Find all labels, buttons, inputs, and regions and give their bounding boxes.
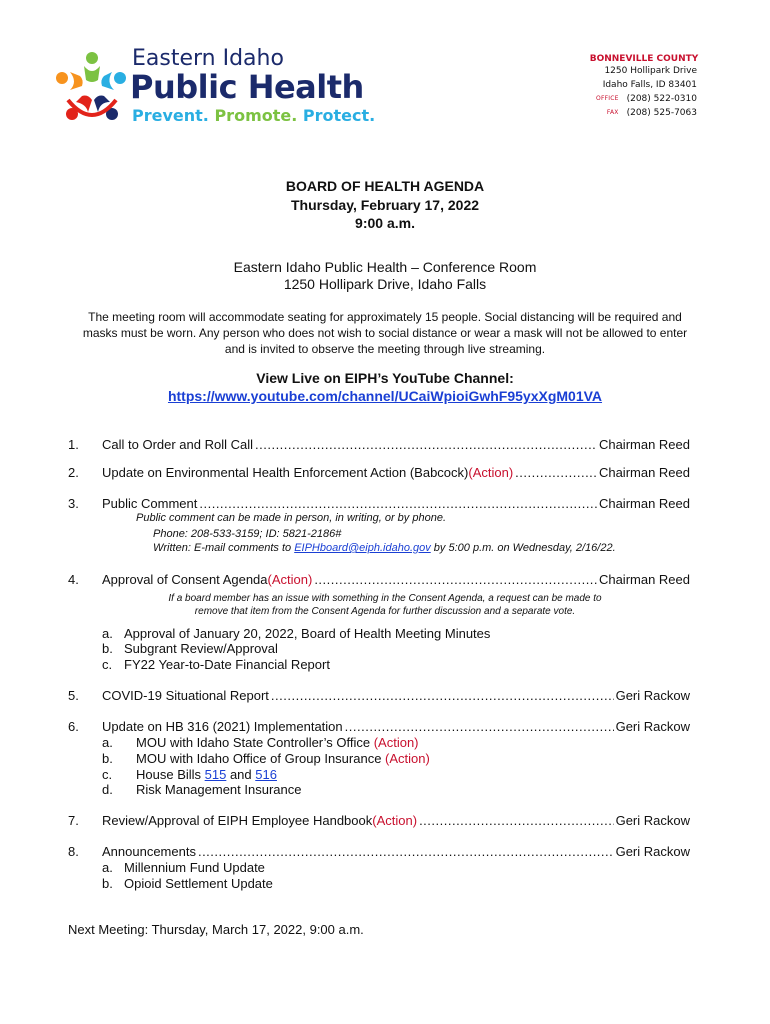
house-bill-516-link[interactable]: 516 bbox=[255, 767, 277, 782]
sub-letter: a. bbox=[102, 626, 113, 641]
sub-text: Millennium Fund Update bbox=[124, 860, 265, 875]
sub-letter: b. bbox=[102, 876, 113, 891]
item-number: 4. bbox=[68, 572, 79, 587]
agenda-item-7 bbox=[68, 813, 690, 828]
fax-label: FAX bbox=[606, 109, 619, 116]
consent-sub-a bbox=[102, 626, 490, 641]
logo-tagline bbox=[132, 106, 375, 125]
dot-leader bbox=[271, 688, 614, 703]
consent-note-line1: If a board member has an issue with something in the Consent Agenda, a request can be made to bbox=[168, 593, 602, 604]
item-number: 3. bbox=[68, 496, 79, 511]
fax-phone: (208) 525-7063 bbox=[626, 108, 697, 118]
meeting-location: Eastern Idaho Public Health – Conference Room bbox=[233, 259, 537, 275]
county-street: 1250 Hollipark Drive bbox=[604, 66, 697, 76]
item-number: 1. bbox=[68, 437, 79, 452]
action-tag: (Action) bbox=[385, 751, 430, 766]
dot-leader bbox=[198, 844, 614, 859]
office-phone: (208) 522-0310 bbox=[626, 94, 697, 104]
tagline-prevent: Prevent. bbox=[132, 106, 209, 125]
sub-text: Opioid Settlement Update bbox=[124, 876, 273, 891]
meeting-time: 9:00 a.m. bbox=[355, 215, 415, 231]
dot-leader bbox=[314, 572, 597, 587]
item-number: 8. bbox=[68, 844, 79, 859]
item-topic: Public Comment bbox=[102, 496, 198, 511]
public-comment-phone: Phone: 208-533-3159; ID: 5821-2186# bbox=[153, 528, 342, 540]
agenda-item-1 bbox=[68, 437, 690, 452]
eiph-logo bbox=[54, 46, 376, 130]
sub-text: FY22 Year-to-Date Financial Report bbox=[124, 657, 330, 672]
sub-text: Approval of January 20, 2022, Board of Health Meeting Minutes bbox=[124, 626, 491, 641]
sub-text: MOU with Idaho State Controller’s Office bbox=[136, 735, 374, 750]
sub-text-and: and bbox=[226, 767, 256, 782]
agenda-title: BOARD OF HEALTH AGENDA bbox=[285, 178, 485, 194]
announcements-sub-b bbox=[102, 876, 273, 891]
agenda-item-8 bbox=[68, 844, 690, 859]
county-contact-block bbox=[560, 54, 700, 120]
public-comment-written bbox=[153, 542, 616, 554]
item-topic: Update on HB 316 (2021) Implementation bbox=[102, 719, 343, 734]
item-presenter: Geri Rackow bbox=[615, 719, 690, 734]
action-tag: (Action) bbox=[372, 813, 418, 828]
dot-leader bbox=[345, 719, 614, 734]
public-comment-note: Public comment can be made in person, in writing, or by phone. bbox=[136, 512, 446, 524]
logo-name-line1: Eastern Idaho bbox=[132, 46, 284, 71]
board-email-link[interactable]: EIPHboard@eiph.idaho.gov bbox=[294, 542, 431, 554]
youtube-channel-link[interactable]: https://www.youtube.com/channel/UCaiWpioiGwhF95yxXgM01VA bbox=[167, 388, 603, 404]
item-topic: Update on Environmental Health Enforcement Action (Babcock) bbox=[102, 465, 469, 480]
item-presenter: Chairman Reed bbox=[598, 572, 690, 587]
item-number: 5. bbox=[68, 688, 79, 703]
dot-leader bbox=[419, 813, 614, 828]
action-tag: (Action) bbox=[267, 572, 313, 587]
item-presenter: Chairman Reed bbox=[598, 496, 690, 511]
sub-letter: c. bbox=[102, 767, 113, 782]
item-topic: Call to Order and Roll Call bbox=[102, 437, 254, 452]
written-prefix: Written: E-mail comments to bbox=[153, 542, 295, 554]
hb316-sub-b bbox=[102, 751, 430, 766]
announcements-sub-a bbox=[102, 860, 265, 875]
sub-letter: d. bbox=[102, 782, 113, 797]
dot-leader bbox=[199, 496, 597, 511]
item-number: 7. bbox=[68, 813, 79, 828]
sub-letter: a. bbox=[102, 735, 113, 750]
item-topic: COVID-19 Situational Report bbox=[102, 688, 269, 703]
item-topic: Announcements bbox=[102, 844, 196, 859]
sub-text: Subgrant Review/Approval bbox=[124, 641, 278, 656]
meeting-date: Thursday, February 17, 2022 bbox=[290, 197, 480, 213]
house-bill-515-link[interactable]: 515 bbox=[204, 767, 227, 782]
seating-notice: The meeting room will accommodate seating for approximately 15 people. Social distancing will be required and masks must be worn. Any person who does not wish to social distance or wear a mask will not be allowed to enter and is invited to observe the meeting through live streaming. bbox=[82, 310, 688, 356]
item-presenter: Chairman Reed bbox=[598, 437, 690, 452]
item-number: 6. bbox=[68, 719, 79, 734]
county-city: Idaho Falls, ID 83401 bbox=[602, 80, 697, 90]
sub-text: House Bills bbox=[136, 767, 205, 782]
hb316-sub-c bbox=[102, 767, 277, 782]
agenda-item-3 bbox=[68, 496, 690, 511]
item-topic: Approval of Consent Agenda bbox=[102, 572, 268, 587]
sub-letter: a. bbox=[102, 860, 113, 875]
consent-sub-c bbox=[102, 657, 330, 672]
county-name: BONNEVILLE COUNTY bbox=[589, 54, 699, 64]
sub-letter: b. bbox=[102, 641, 113, 656]
office-label: OFFICE bbox=[596, 95, 619, 102]
dot-leader bbox=[515, 465, 597, 480]
next-meeting: Next Meeting: Thursday, March 17, 2022, 9:00 a.m. bbox=[68, 922, 364, 937]
hb316-sub-a bbox=[102, 735, 419, 750]
agenda-item-2 bbox=[68, 465, 690, 480]
dot-leader bbox=[255, 437, 597, 452]
tagline-protect: Protect. bbox=[302, 106, 376, 125]
action-tag: (Action) bbox=[468, 465, 514, 480]
sub-text: MOU with Idaho Office of Group Insurance bbox=[136, 751, 386, 766]
item-presenter: Chairman Reed bbox=[598, 465, 690, 480]
sub-text: Risk Management Insurance bbox=[136, 782, 302, 797]
fax-phone-row bbox=[560, 106, 697, 120]
written-deadline: by 5:00 p.m. on Wednesday, 2/16/22. bbox=[430, 542, 616, 554]
agenda-item-5 bbox=[68, 688, 690, 703]
item-presenter: Geri Rackow bbox=[615, 844, 690, 859]
sub-letter: b. bbox=[102, 751, 113, 766]
live-stream-heading: View Live on EIPH’s YouTube Channel: bbox=[256, 370, 514, 386]
item-presenter: Geri Rackow bbox=[615, 813, 690, 828]
tagline-promote: Promote. bbox=[214, 106, 298, 125]
item-number: 2. bbox=[68, 465, 79, 480]
sub-letter: c. bbox=[102, 657, 113, 672]
agenda-item-6 bbox=[68, 719, 690, 734]
meeting-address: 1250 Hollipark Drive, Idaho Falls bbox=[283, 276, 487, 292]
consent-sub-b bbox=[102, 641, 278, 656]
hb316-sub-d bbox=[102, 782, 301, 797]
office-phone-row bbox=[560, 92, 697, 106]
agenda-item-4 bbox=[68, 572, 690, 587]
item-presenter: Geri Rackow bbox=[615, 688, 690, 703]
consent-note-line2: remove that item from the Consent Agenda for further discussion and a separate vote. bbox=[194, 606, 576, 617]
logo-name-line2: Public Health bbox=[130, 68, 364, 106]
item-topic: Review/Approval of EIPH Employee Handbook bbox=[102, 813, 373, 828]
action-tag: (Action) bbox=[373, 735, 419, 750]
people-circle-logo-icon bbox=[54, 50, 130, 126]
